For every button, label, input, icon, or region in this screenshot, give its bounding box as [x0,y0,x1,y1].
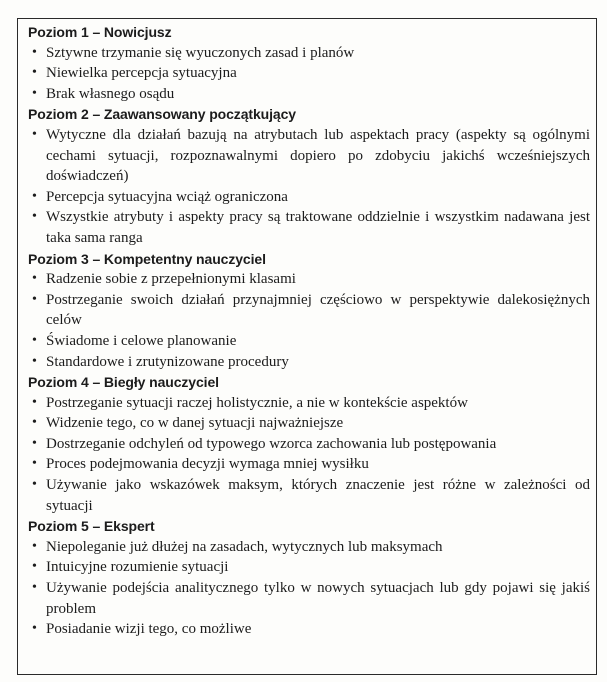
list-item: • Dostrzeganie odchyleń od typowego wzorca zachowania lub postępowania [28,434,590,455]
list-item: • Brak własnego osądu [28,84,590,105]
bullet-icon: • [32,477,37,493]
level-5-items [28,537,590,640]
list-item: • Percepcja sytuacyjna wciąż ograniczona [28,187,590,208]
level-4-items [28,393,590,517]
bullet-icon: • [32,538,37,554]
bullet-icon: • [32,415,37,431]
list-item: • Sztywne trzymanie się wyuczonych zasad i planów [28,43,590,64]
list-item: • Widzenie tego, co w danej sytuacji najważniejsze [28,413,590,434]
bullet-icon: • [32,65,37,81]
list-item: • Świadome i celowe planowanie [28,331,590,352]
bullet-icon: • [32,353,37,369]
bullet-icon: • [32,559,37,575]
list-item: • Radzenie sobie z przepełnionymi klasami [28,269,590,290]
bullet-icon: • [32,209,37,225]
level-3-items [28,269,590,372]
list-item: • Posiadanie wizji tego, co możliwe [28,619,590,640]
level-5-title: Poziom 5 – Ekspert [28,518,155,535]
level-3-section [28,249,590,373]
list-item: • Postrzeganie swoich działań przynajmniej częściowo w perspektywie dalekosiężnych celów [32,291,590,329]
list-item: • Intuicyjne rozumienie sytuacji [28,557,590,578]
list-item: • Proces podejmowania decyzji wymaga mniej wysiłku [28,454,590,475]
bullet-icon: • [32,85,37,101]
list-item: • Używanie jako wskazówek maksym, których znaczenie jest różne w zależności od sytuacji [32,477,590,514]
level-1-section [28,22,590,104]
level-2-title: Poziom 2 – Zaawansowany początkujący [28,106,296,123]
list-item: • Postrzeganie sytuacji raczej holistycznie, a nie w kontekście aspektów [28,393,590,414]
bullet-icon: • [32,435,37,451]
bullet-icon: • [32,456,37,472]
bullet-icon: • [32,621,37,637]
list-item: • Wytyczne dla działań bazują na atrybutach lub aspektach pracy (aspekty są ogólnymi cechami sytuacji, rozpoznawalnymi dopiero po zdobyciu jakichś wcześniejszych doświadczeń) [32,126,590,185]
list-item: • Używanie podejścia analitycznego tylko w nowych sytuacjach lub gdy pojawi się jakiś problem [32,580,590,617]
bullet-icon: • [32,188,37,204]
bullet-icon: • [32,580,37,596]
list-item: • Niewielka percepcja sytuacyjna [28,63,590,84]
level-4-section [28,372,590,516]
level-1-items [28,43,590,105]
levels-list [28,22,590,640]
bullet-icon: • [32,271,37,287]
level-3-title: Poziom 3 – Kompetentny nauczyciel [28,250,266,267]
list-item: • Wszystkie atrybuty i aspekty pracy są traktowane oddzielnie i wszystkim nadawana jest taka sama ranga [32,209,590,246]
bullet-icon: • [32,394,37,410]
list-item: • Standardowe i zrutynizowane procedury [28,352,590,373]
level-2-items [28,125,590,249]
list-item: • Niepoleganie już dłużej na zasadach, wytycznych lub maksymach [28,537,590,558]
bullet-icon: • [32,332,37,348]
level-2-section [28,104,590,248]
level-5-section [28,516,590,640]
level-1-title: Poziom 1 – Nowicjusz [28,24,172,40]
bullet-icon: • [32,44,37,60]
bullet-icon: • [32,291,37,307]
bullet-icon: • [32,126,37,142]
level-4-title: Poziom 4 – Biegły nauczyciel [28,374,219,391]
